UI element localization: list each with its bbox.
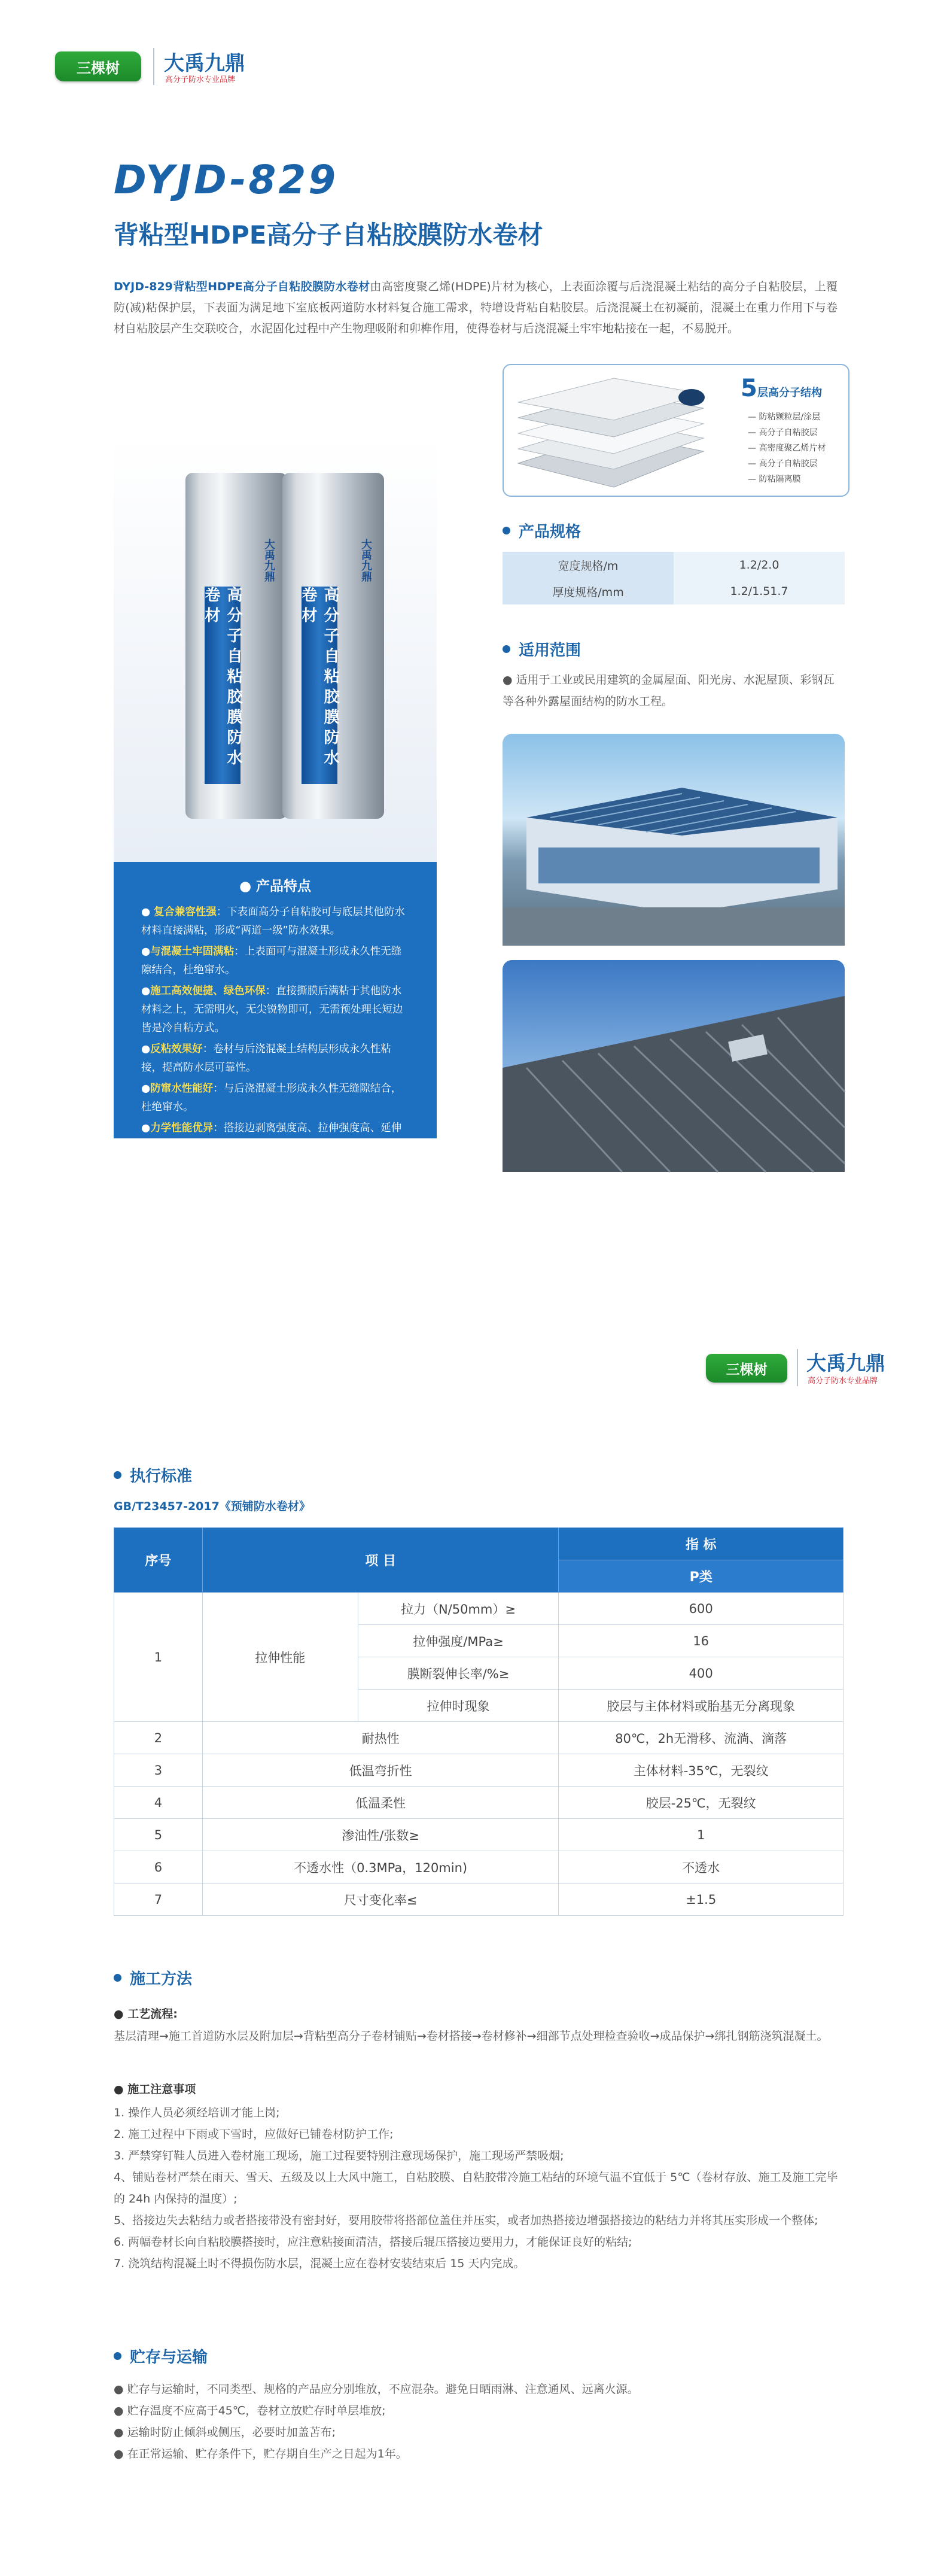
roll-brand-2: 大禹九鼎	[360, 539, 372, 582]
process-text: 基层清理→施工首道防水层及附加层→背粘型高分子卷材铺贴→卷材搭接→卷材修补→细部节点处理检查验收→成品保护→绑扎钢筋浇筑混凝土。	[114, 2030, 829, 2043]
spec-table	[503, 552, 845, 604]
table-row: 5 渗油性/张数≥ 1	[114, 1819, 844, 1851]
table-row: 4 低温柔性 胶层-25℃，无裂纹	[114, 1787, 844, 1819]
brand-name: 大禹九鼎	[164, 51, 245, 75]
brand-logo-green: 三棵树	[55, 51, 141, 81]
table-row: 1 拉伸性能 拉力（N/50mm）≥ 600	[114, 1593, 844, 1625]
storage-item: ● 贮存温度不应高于45℃，卷材立放贮存时单层堆放;	[114, 2404, 386, 2417]
bullet-dot-icon	[503, 527, 510, 534]
spec-row: 厚度规格/mm 1.2/1.51.7	[503, 578, 845, 604]
layer-structure-diagram	[503, 364, 849, 497]
bullet-dot-icon	[114, 2352, 121, 2360]
col-index: 指 标	[559, 1528, 844, 1560]
features-heading-text: 产品特点	[256, 879, 312, 894]
table-row: 6 不透水性（0.3MPa，120min) 不透水	[114, 1851, 844, 1884]
bullet-dot-icon	[503, 645, 510, 653]
spec-heading: 产品规格	[503, 520, 581, 542]
table-row: 3 低温弯折性 主体材料-35℃，无裂纹	[114, 1754, 844, 1787]
scope-heading: 适用范围	[503, 638, 581, 660]
brand-subtitle: 高分子防水专业品牌	[808, 1377, 878, 1386]
construction-heading: 施工方法	[114, 1967, 192, 1989]
building-illustration	[503, 734, 845, 946]
layer-illustration	[512, 373, 710, 491]
layer-heading: 层高分子结构	[757, 387, 822, 399]
metal-roof-photo	[503, 960, 845, 1172]
layer-label: — 防粘隔离膜	[748, 475, 801, 484]
storage-item: ● 在正常运输、贮存条件下，贮存期自生产之日起为1年。	[114, 2447, 407, 2460]
layer-label: — 高分子自粘胶层	[748, 428, 818, 438]
layer-label: — 高分子自粘胶层	[748, 459, 818, 469]
note-item: 2. 施工过程中下雨或下雪时，应做好已铺卷材防护工作;	[114, 2128, 394, 2141]
col-no: 序号	[114, 1528, 203, 1593]
feature-item: ●力学性能优异：搭接边剥离强度高、拉伸强度高、延伸率大、抗冲击性、抗穿刺性能好。	[141, 1122, 402, 1153]
note-item: 3. 严禁穿钉鞋人员进入卷材施工现场，施工过程要特别注意现场保护，施工现场严禁吸烟;	[114, 2149, 564, 2162]
brand-logo-green: 三棵树	[706, 1354, 787, 1383]
notes-list	[114, 2102, 844, 2274]
product-title: 背粘型HDPE高分子自粘胶膜防水卷材	[114, 220, 543, 250]
table-row: 拉伸时现象 胶层与主体材料或胎基无分离现象	[114, 1690, 844, 1722]
standard-table	[114, 1527, 844, 1916]
note-item: 7. 浇筑结构混凝土时不得损伤防水层，混凝土应在卷材安装结束后 15 天内完成。	[114, 2257, 525, 2270]
intro-text: 由高密度聚乙烯(HDPE)片材为核心，上表面涂覆与后浇混凝土粘结的高分子自粘胶层，上覆防(减)粘保护层，下表面为满足地下室底板两道防水材料复合施工需求，特增设背粘自粘胶层。后浇混凝土在初凝前，混凝土在重力作用下与卷材自粘胶层产生交联咬合，水泥固化过程中产生物理吸附和卯榫作用，使得卷材与后浇混凝土牢牢地粘接在一起，不易脱开。	[114, 280, 838, 335]
features-heading: ● 产品特点	[239, 879, 312, 894]
layer-label: — 防粘颗粒层/涂层	[748, 412, 821, 422]
storage-item: ● 运输时防止倾斜或侧压，必要时加盖苫布;	[114, 2426, 336, 2439]
table-header-row	[114, 1528, 844, 1560]
storage-list	[114, 2378, 844, 2465]
scope-text: ● 适用于工业或民用建筑的金属屋面、阳光房、水泥屋顶、彩钢瓦等各种外露屋面结构的防水工程。	[503, 673, 835, 708]
storage-heading: 贮存与运输	[114, 2345, 208, 2367]
roll-brand-1: 大禹九鼎	[263, 539, 275, 582]
table-row: 2 耐热性 80℃，2h无滑移、流淌、滴落	[114, 1722, 844, 1754]
brand-name: 大禹九鼎	[806, 1351, 885, 1375]
col-item: 项 目	[202, 1528, 559, 1593]
layer-count: 5	[741, 375, 757, 402]
table-row: 拉伸强度/MPa≥ 16	[114, 1625, 844, 1657]
product-model: DYJD-829	[114, 157, 339, 203]
feature-item: ●施工高效便捷、绿色环保：直接撕膜后满粘于其他防水材料之上，无需明火，无尖锐物即可，无需预处理长短边皆是冷自粘方式。	[141, 985, 403, 1034]
feature-item: ●防窜水性能好：与后浇混凝土形成永久性无缝隙结合，杜绝窜水。	[141, 1083, 402, 1113]
bullet-dot-icon	[114, 1471, 121, 1479]
feature-item: ●反粘效果好：卷材与后浇混凝土结构层形成永久性粘接，提高防水层可靠性。	[141, 1043, 391, 1074]
note-item: 5、搭接边失去粘结力或者搭接带没有密封好，要用胶带将搭部位盖住并压实，或者加热搭接边增强搭接边的粘结力并将其压实形成一个整体;	[114, 2214, 818, 2227]
product-image-area	[114, 437, 437, 862]
table-row: 膜断裂伸长率/%≥ 400	[114, 1657, 844, 1690]
layer-label: — 高密度聚乙烯片材	[748, 443, 826, 453]
standard-heading: 执行标准	[114, 1464, 192, 1486]
notes-title: ● 施工注意事项	[114, 2083, 196, 2096]
feature-item: ●与混凝土牢固满粘：上表面可与混凝土形成永久性无缝隙结合，杜绝窜水。	[141, 946, 402, 976]
standard-code: GB/T23457-2017《预铺防水卷材》	[114, 1500, 310, 1513]
brand-subtitle: 高分子防水专业品牌	[165, 75, 236, 84]
roll-label-1: 高分子自粘胶膜防水卷材	[205, 587, 240, 784]
col-type: P类	[559, 1560, 844, 1593]
bullet-dot-icon	[114, 1974, 121, 1982]
roll-image-2	[282, 473, 384, 819]
note-item: 1. 操作人员必须经培训才能上岗;	[114, 2106, 280, 2119]
building-photo	[503, 734, 845, 946]
spec-row: 宽度规格/m 1.2/2.0	[503, 552, 845, 578]
storage-item: ● 贮存与运输时，不同类型、规格的产品应分别堆放，不应混杂。避免日晒雨淋、注意通风、远离火源。	[114, 2383, 639, 2396]
roof-illustration	[503, 960, 845, 1172]
intro-bold: DYJD-829背粘型HDPE高分子自粘胶膜防水卷材	[114, 280, 370, 293]
process-title: ● 工艺流程:	[114, 2007, 178, 2021]
roll-label-2: 高分子自粘胶膜防水卷材	[302, 587, 337, 784]
note-item: 4、铺贴卷材严禁在雨天、雪天、五级及以上大风中施工，自粘胶膜、自粘胶带冷施工粘结的环境气温不宜低于 5℃（卷材存放、施工及施工完毕的 24h 内保持的温度）;	[114, 2171, 838, 2206]
logo-divider	[153, 48, 154, 85]
features-panel	[114, 862, 437, 1153]
logo-divider	[797, 1349, 798, 1386]
product-intro	[114, 277, 838, 339]
product-card	[114, 437, 437, 1153]
note-item: 6. 两幅卷材长向自粘胶膜搭接时，应注意粘接面清洁，搭接后辊压搭接边要用力，才能保证良好的粘结;	[114, 2235, 632, 2249]
feature-item: ● 复合兼容性强：下表面高分子自粘胶可与底层其他防水材料直接满粘，形成“两道一级”防水效果。	[141, 906, 405, 937]
table-row: 7 尺寸变化率≤ ±1.5	[114, 1884, 844, 1916]
roll-image-1	[185, 473, 287, 819]
